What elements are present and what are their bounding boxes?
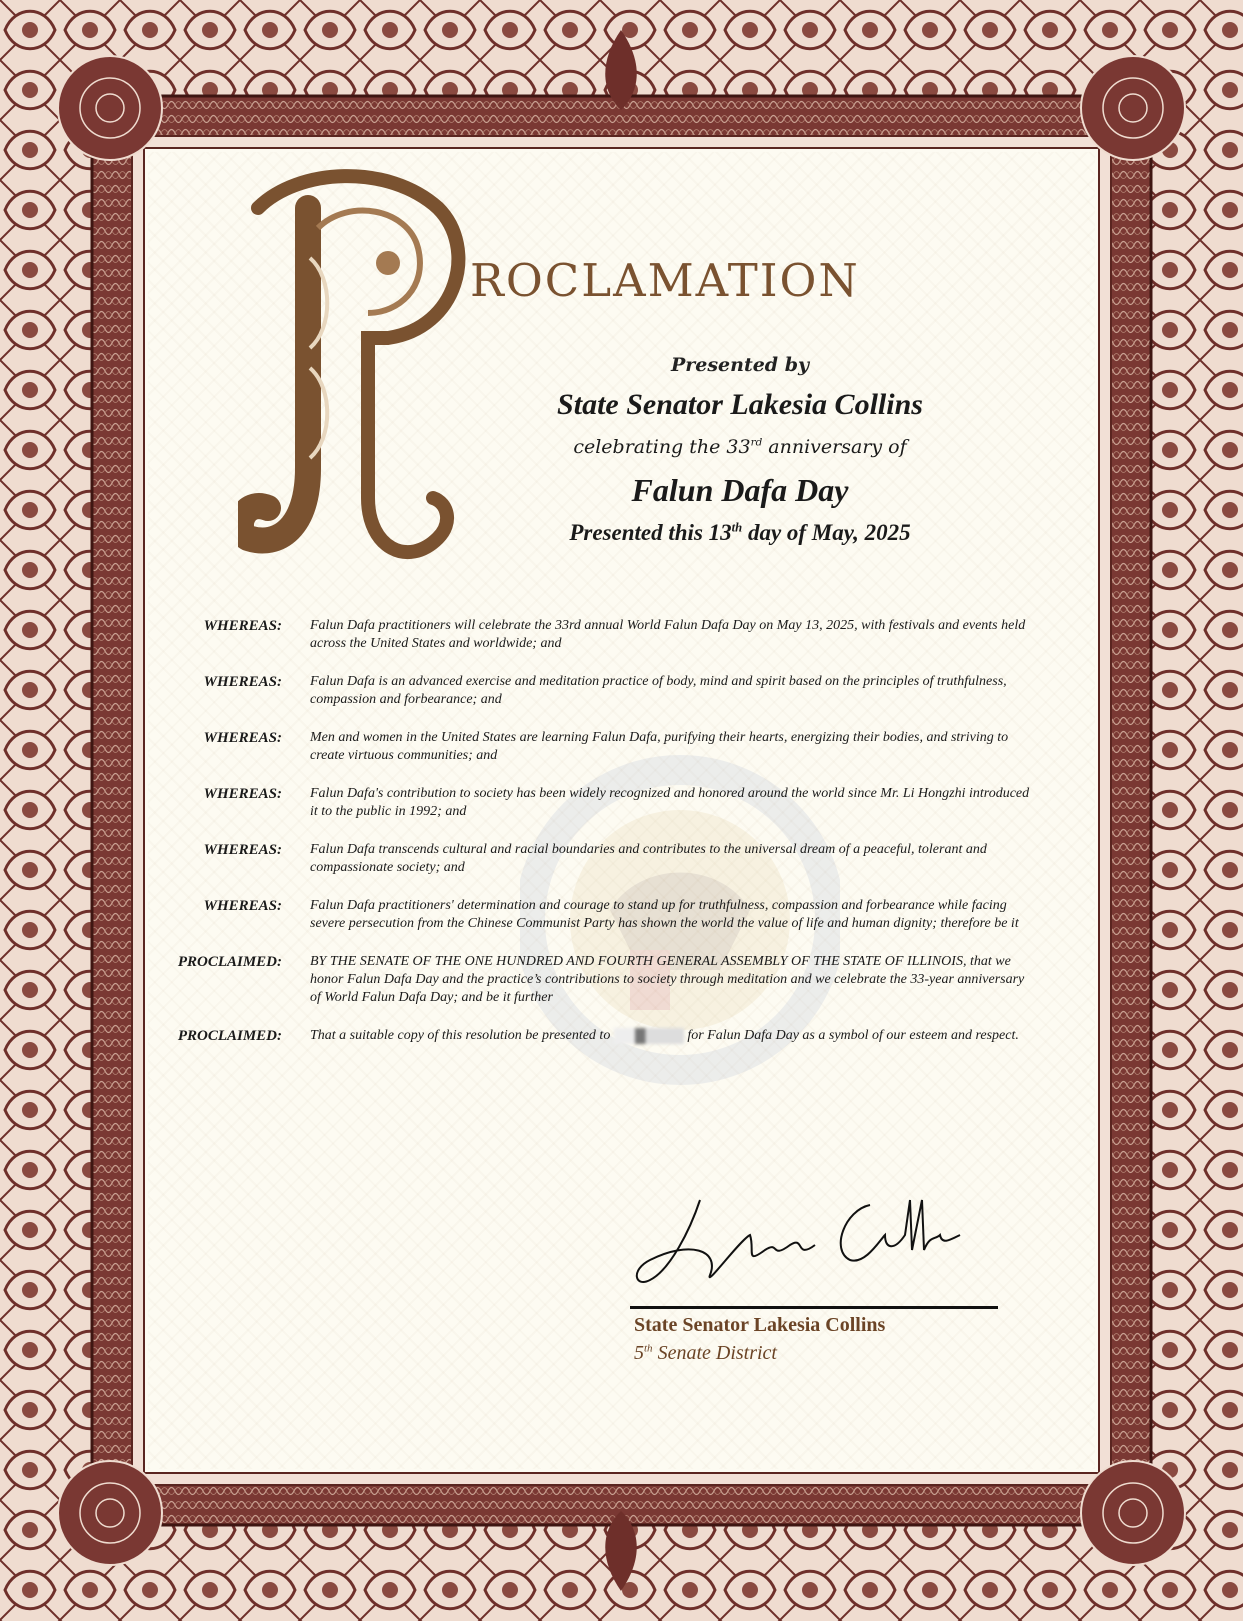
event-title: Falun Dafa Day	[631, 472, 849, 508]
clause-item	[160, 729, 1060, 765]
clause-label: PROCLAIMED:	[177, 954, 282, 970]
clause-item	[160, 617, 1060, 653]
clause-item	[160, 897, 1060, 933]
proclamation-title: roclamation	[470, 238, 860, 312]
clause-item	[160, 673, 1060, 709]
signer-name: State Senator Lakesia Collins	[634, 1314, 886, 1336]
clause-item	[160, 785, 1060, 821]
clause-text: That a suitable copy of this resolution be presented to for Falun Dafa Day as a symbol of our esteem and respect.	[310, 1028, 1019, 1043]
redacted-recipient	[614, 1028, 684, 1044]
clause-label: WHEREAS:	[203, 730, 282, 746]
clause-text: Falun Dafa practitioners' determination and courage to stand up for truthfulness, compassion and forbearance while facing severe persecution from the Chinese Communist Party has shown the world the value of life and human dignity; therefore be it	[310, 898, 1019, 931]
clause-label: WHEREAS:	[203, 898, 282, 914]
celebrating-line: celebrating the 33rd anniversary of	[573, 436, 907, 458]
signer-district: 5th Senate District	[634, 1342, 777, 1364]
clause-label: WHEREAS:	[203, 842, 282, 858]
presented-by-label: Presented by	[670, 354, 810, 376]
clause-text: Men and women in the United States are learning Falun Dafa, purifying their hearts, energizing their bodies, and striving to create virtuous communities; and	[310, 730, 1009, 763]
clause-item-final	[160, 1027, 1060, 1045]
presented-date-line: Presented this 13th day of May, 2025	[569, 520, 911, 545]
clause-text: BY THE SENATE OF THE ONE HUNDRED AND FOURTH GENERAL ASSEMBLY OF THE STATE OF ILLINOIS, that we honor Falun Dafa Day and the practice’s contributions to society through meditation and we celebrate the 33-year anniversary of World Falun Dafa Day; and be it further	[310, 954, 1025, 1005]
clause-item	[160, 841, 1060, 877]
handwritten-signature-icon	[630, 1180, 970, 1300]
signature-line	[630, 1306, 998, 1309]
clause-label: WHEREAS:	[203, 786, 282, 802]
clauses-list	[160, 617, 1060, 1065]
clause-text: Falun Dafa's contribution to society has been widely recognized and honored around the world since Mr. Li Hongzhi introduced it to the public in 1992; and	[310, 786, 1030, 819]
clause-text: Falun Dafa is an advanced exercise and meditation practice of body, mind and spirit based on the principles of truthfulness, compassion and forbearance; and	[310, 674, 1007, 707]
clause-text: Falun Dafa transcends cultural and racial boundaries and contributes to the universal dream of a peaceful, tolerant and compassionate society; and	[310, 842, 987, 875]
clause-item	[160, 953, 1060, 1007]
clause-text: Falun Dafa practitioners will celebrate the 33rd annual World Falun Dafa Day on May 13, 2025, with festivals and events held across the United States and worldwide; and	[310, 618, 1026, 651]
clause-label: WHEREAS:	[203, 674, 282, 690]
clause-label: WHEREAS:	[203, 618, 282, 634]
clause-label: PROCLAIMED:	[177, 1028, 282, 1044]
senator-heading: State Senator Lakesia Collins	[557, 388, 923, 421]
